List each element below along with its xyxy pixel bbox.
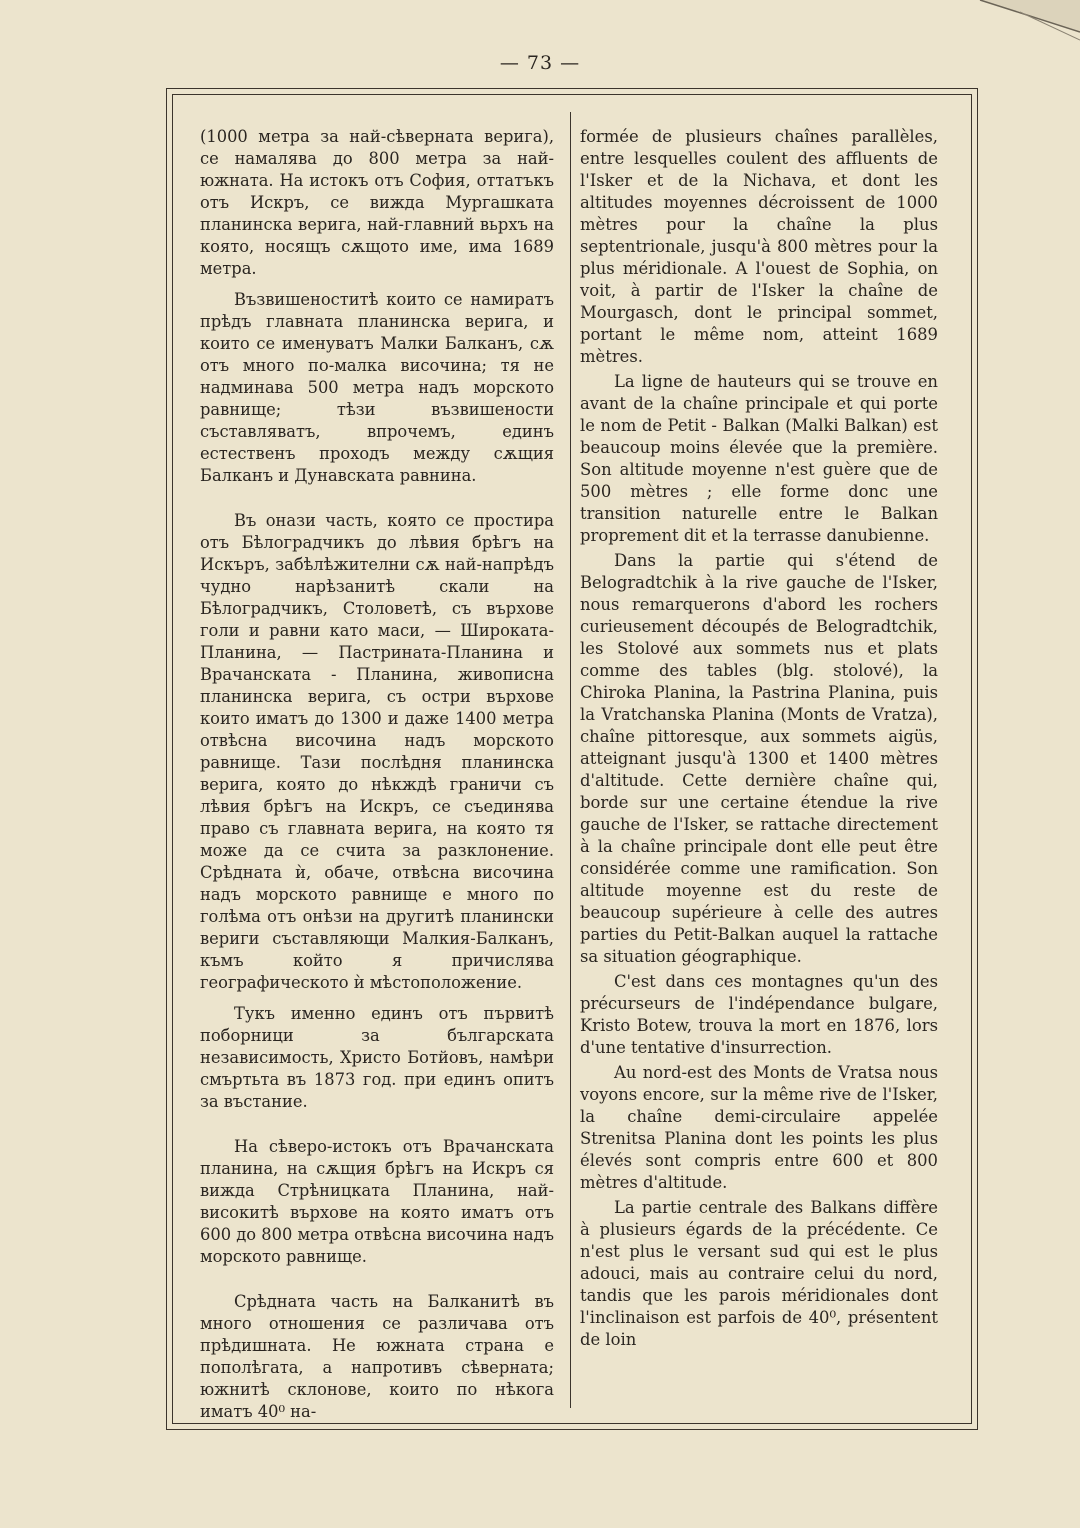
fr-paragraph-4: C'est dans ces montagnes qu'un des précurseurs de l'indépendance bulgare, Kristo Botew, trouva la mort en 1876, lors d'une tentative d'insurrection. xyxy=(580,972,938,1057)
fr-paragraph-6: La partie centrale des Balkans diffère à plusieurs égards de la précédente. Ce n'est plus le versant sud qui est le plus adouci, mais au contraire celui du nord, tandis que les parois méridionales dont l'inclinaison est parfois de 40⁰, présentent de loin xyxy=(580,1198,938,1349)
bg-paragraph-5: На сѣверо-истокъ отъ Врачанската планина, на сѫщия брѣгъ на Искръ ся вижда Стрѣницката Планина, най-високитѣ върхове на която иматъ отъ 600 до 800 метра отвѣсна височина надъ морското равнище. xyxy=(200,1137,554,1266)
bg-paragraph-4: Тукъ именно единъ отъ първитѣ поборници за българската независимость, Христо Ботйовъ, намѣри смъртьта въ 1873 год. при единъ опитъ за въстание. xyxy=(200,1004,554,1111)
page-number: — 73 — xyxy=(499,52,581,74)
column-divider xyxy=(570,112,571,1408)
bulgarian-column xyxy=(200,126,554,1423)
fr-paragraph-2: La ligne de hauteurs qui se trouve en avant de la chaîne principale et qui porte le nom de Petit - Balkan (Malki Balkan) est beaucoup moins élevée que la première. Son altitude moyenne n'est guère que de 500 mètres ; elle forme donc une transition naturelle entre le Balkan proprement dit et la terrasse danubienne. xyxy=(580,372,938,545)
bg-paragraph-3: Въ онази часть, която се простира отъ Бѣлоградчикъ до лѣвия брѣгъ на Искъръ, забѣлѣжителни сѫ най-напрѣдъ чудно нарѣзанитѣ скали на Бѣлоградчикъ, Столоветѣ, съ върхове голи и равни като маси, — Широката-Планина, — Пастрината-Планина и Врачанската - Планина, живописна планинска верига, съ остри върхове които иматъ до 1300 и даже 1400 метра отвѣсна височина надъ морското равнище. Тази послѣдня планинска верига, която до нѣкждѣ граничи съ лѣвия брѣгъ на Искръ, се съединява право съ главната верига, на която тя може да се счита за разклонение. Срѣдната ѝ, обаче, отвѣсна височина надъ морското равнище е много по голѣма отъ онѣзи на другитѣ планински вериги съставляющи Малкия-Балканъ, къмъ който я причислява географическото ѝ мѣстоположение. xyxy=(200,511,554,992)
fr-paragraph-3: Dans la partie qui s'étend de Belogradtchik à la rive gauche de l'Isker, nous remarquerons d'abord les rochers curieusement découpés de Belogradtchik, les Stolové aux sommets nus et plats comme des tables (blg. stolové), la Chiroka Planina, la Pastrina Planina, puis la Vratchanska Planina (Monts de Vratza), chaîne pittoresque, aux sommets aigüs, atteignant jusqu'à 1300 et 1400 mètres d'altitude. Cette dernière chaîne qui, borde sur une certaine étendue la rive gauche de l'Isker, se rattache directement à la chaîne principale dont elle peut être considérée comme une ramification. Son altitude moyenne est du reste de beaucoup supérieure à celle des autres parties du Petit-Balkan auquel la rattache sa situation géographique. xyxy=(580,551,938,966)
page-corner-fold xyxy=(960,0,1080,50)
french-column xyxy=(580,126,938,1351)
bg-paragraph-2: Възвишеноститѣ които се намиратъ прѣдъ главната планинска верига, и които се именуватъ Малки Балканъ, сѫ отъ много по-малка височина; тя не надминава 500 метра надъ морското равнище; тѣзи възвишености съставляватъ, впрочемъ, единъ естественъ проходъ между сѫщия Балканъ и Дунавската равнина. xyxy=(200,290,554,485)
fr-paragraph-5: Au nord-est des Monts de Vratsa nous voyons encore, sur la même rive de l'Isker, la chaîne demi-circulaire appelée Strenitsa Planina dont les points les plus élevés sont compris entre 600 et 800 mètres d'altitude. xyxy=(580,1063,938,1192)
bg-paragraph-1: (1000 метра за най-сѣверната верига), се намалява до 800 метра за най-южната. На истокъ отъ София, оттатъкъ отъ Искръ, се вижда Мургашката планинска верига, най-главний вьрхъ на която, носящъ сѫщото име, има 1689 метра. xyxy=(200,127,554,278)
bg-paragraph-6: Срѣдната часть на Балканитѣ въ много отношения се различава отъ прѣдишната. Не южната страна е пополѣгата, а напротивъ сѣверната; южнитѣ склонове, които по нѣкога иматъ 40⁰ на- xyxy=(200,1292,554,1421)
fr-paragraph-1: formée de plusieurs chaînes parallèles, entre lesquelles coulent des affluents de l'Isker et de la Nichava, et dont les altitudes moyennes décroissent de 1000 mètres pour la chaîne la plus septentrionale, jusqu'à 800 mètres pour la plus méridionale. A l'ouest de Sophia, on voit, à partir de l'Isker la chaîne de Mourgasch, dont le principal sommet, portant le même nom, atteint 1689 mètres. xyxy=(580,127,938,366)
